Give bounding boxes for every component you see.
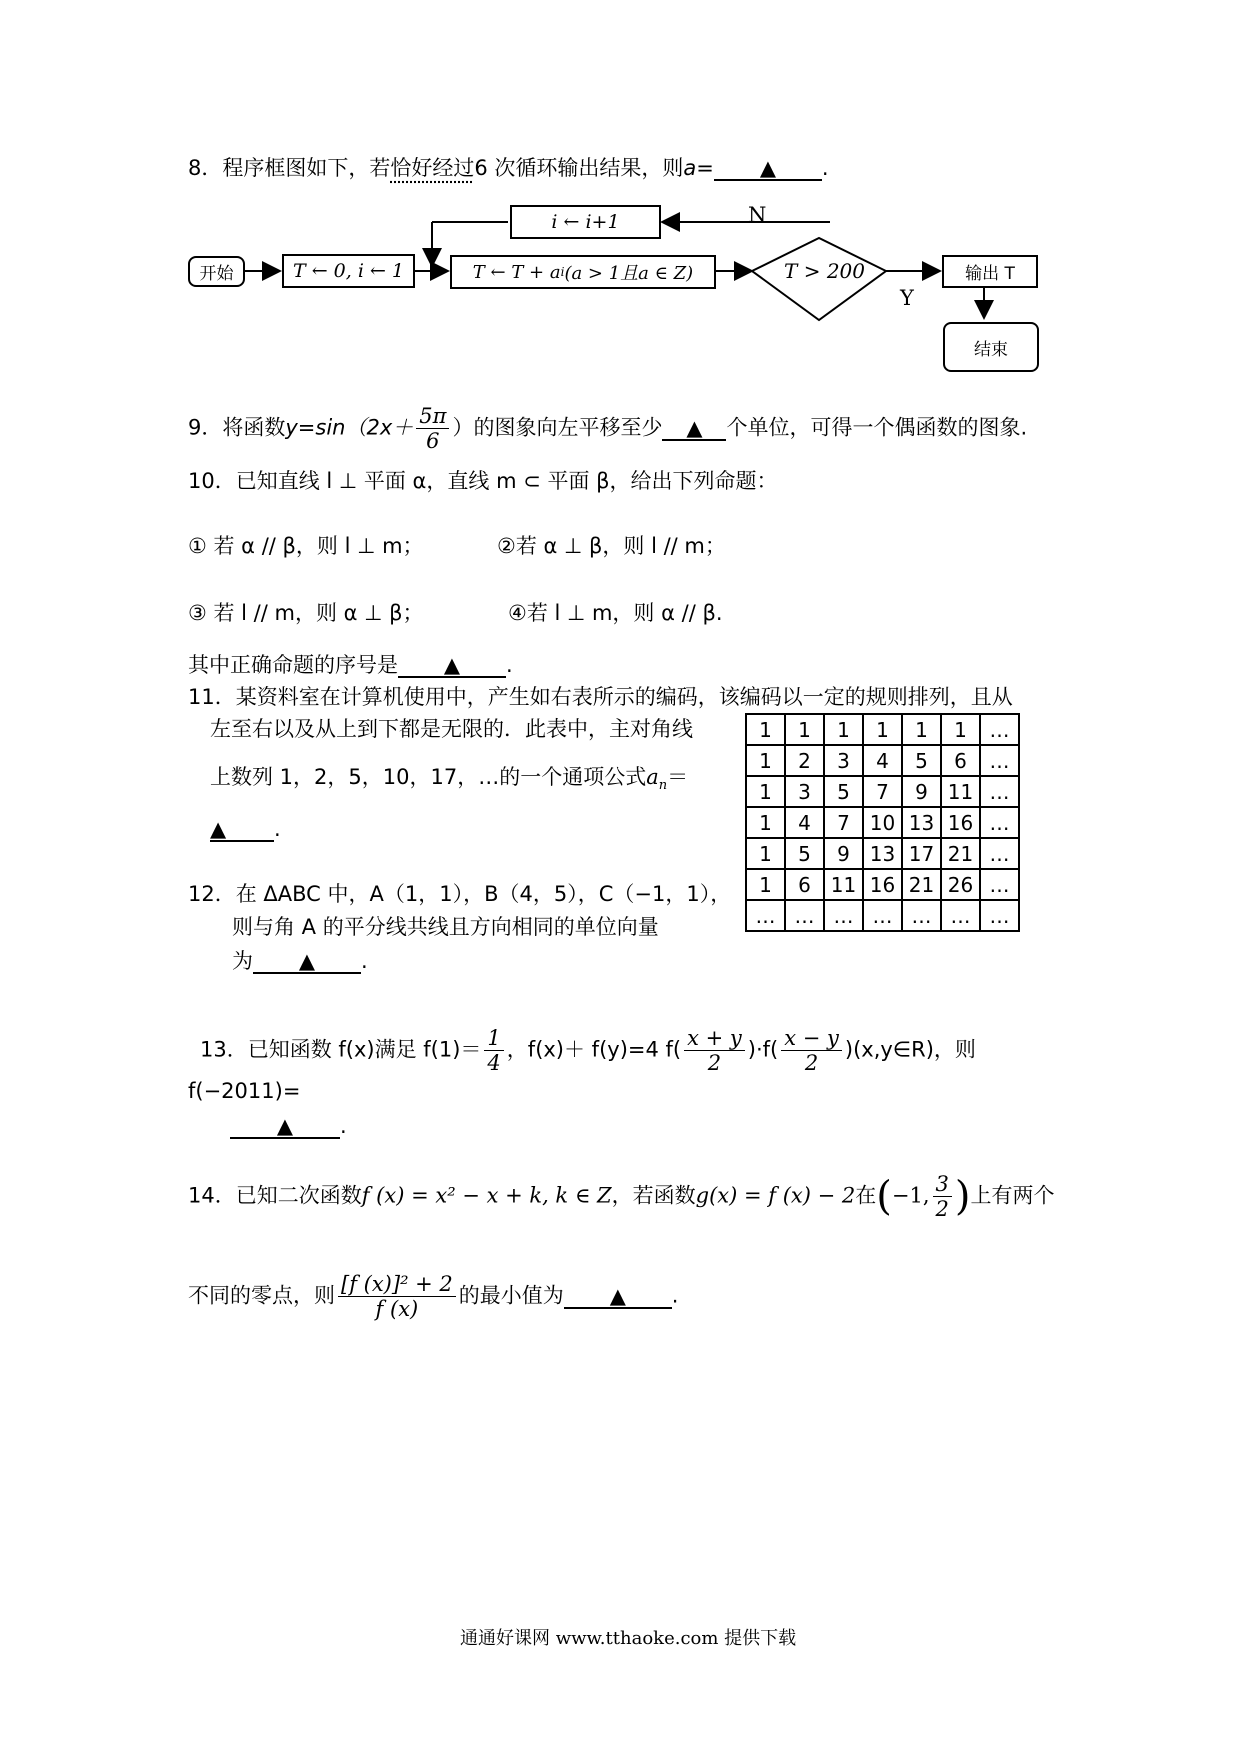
q9-frac-den: 6: [426, 429, 440, 453]
table-cell: 16: [863, 869, 902, 900]
q14-interval-left: −1,: [891, 1183, 930, 1208]
table-cell: 11: [941, 776, 980, 807]
q14-interval-den: 2: [935, 1197, 949, 1221]
table-row: [746, 714, 1019, 745]
q11-an-sub: n: [658, 778, 668, 794]
table-cell: 5: [824, 776, 863, 807]
table-cell: …: [785, 900, 824, 931]
q10-option4: ④若 l ⊥ m，则 α // β.: [508, 601, 723, 625]
flow-process: [450, 255, 716, 289]
flow-start: [188, 256, 245, 287]
flow-increment-label: i ← i+1: [551, 211, 620, 233]
q9-text2: 个单位，可得一个偶函数的图象.: [726, 415, 1028, 440]
table-cell: 5: [785, 838, 824, 869]
q9-fraction: [416, 404, 449, 453]
table-row: [746, 776, 1019, 807]
flow-process-label: T ← T + a: [472, 261, 561, 283]
table-cell: 13: [863, 838, 902, 869]
q10-answer-text: 其中正确命题的序号是: [188, 653, 398, 677]
q11-answer-line: [210, 815, 281, 843]
q9-text1: 将函数: [222, 415, 286, 440]
q11-answer-blank[interactable]: ▲: [210, 818, 274, 842]
q13-fraction3: [781, 1026, 842, 1075]
q13-frac1-num: 1: [484, 1026, 503, 1051]
q8-text: 程序框图如下，若: [222, 156, 391, 180]
q14-frac-num: [f (x)]² + 2: [338, 1272, 456, 1297]
q9-expr1: y=sin（2x＋: [285, 415, 414, 440]
q8-eq: =: [696, 156, 714, 180]
flow-decision-label: T > 200: [784, 259, 865, 283]
q14-part1: 14．已知二次函数: [188, 1183, 362, 1208]
q8-end: .: [821, 156, 829, 180]
q13-frac2-den: 2: [707, 1051, 722, 1075]
table-cell: …: [941, 900, 980, 931]
q13-fraction2: [684, 1026, 745, 1075]
table-cell: 9: [902, 776, 941, 807]
q13-fraction1: [484, 1026, 503, 1075]
table-cell: 1: [824, 714, 863, 745]
table-cell: …: [824, 900, 863, 931]
table-cell: 5: [902, 745, 941, 776]
flow-process-sup: i: [560, 265, 565, 279]
flow-increment: [510, 205, 661, 239]
flow-start-label: 开始: [199, 264, 234, 284]
q13-answer-line: [230, 1112, 347, 1140]
table-cell: 3: [824, 745, 863, 776]
table-cell: 1: [785, 714, 824, 745]
q14-end: .: [671, 1283, 679, 1308]
q13-line2: f(−2011)=: [188, 1079, 301, 1103]
q10-option1: ① 若 α // β，则 l ⊥ m；: [188, 534, 424, 558]
q14-answer-blank[interactable]: ▲: [564, 1285, 672, 1309]
q14-part4: 上有两个: [970, 1183, 1055, 1208]
q11-eq: ＝: [667, 765, 689, 789]
q13-answer-blank[interactable]: ▲: [230, 1115, 340, 1139]
table-cell: 1: [746, 776, 785, 807]
table-cell: 3: [785, 776, 824, 807]
flow-output: [942, 255, 1038, 288]
q14-interval-num: 3: [933, 1172, 952, 1197]
table-cell: …: [980, 776, 1019, 807]
table-cell: 21: [902, 869, 941, 900]
table-cell: 11: [824, 869, 863, 900]
table-cell: 4: [863, 745, 902, 776]
table-row: [746, 807, 1019, 838]
table-row: [746, 900, 1019, 931]
flow-init: [282, 254, 415, 288]
table-cell: 1: [863, 714, 902, 745]
q12-line3: [232, 947, 368, 975]
page-footer: 通通好课网 www.tthaoke.com 提供下载: [460, 1628, 797, 1649]
table-cell: 13: [902, 807, 941, 838]
table-cell: …: [980, 838, 1019, 869]
flow-end-label: 结束: [974, 339, 1008, 360]
table-cell: 1: [746, 714, 785, 745]
q13-frac1-den: 4: [487, 1051, 501, 1075]
flow-end: [943, 322, 1039, 372]
table-cell: …: [746, 900, 785, 931]
table-cell: …: [980, 900, 1019, 931]
table-cell: …: [902, 900, 941, 931]
table-cell: 9: [824, 838, 863, 869]
q13-end: .: [340, 1114, 347, 1138]
q14-interval-fraction: [933, 1172, 952, 1221]
table-cell: 10: [863, 807, 902, 838]
flow-output-label: 输出 T: [965, 264, 1015, 284]
q12-line1: 12．在 ΔABC 中，A（1，1），B（4，5），C（−1，1），: [188, 882, 732, 906]
q10-option2: ②若 α ⊥ β，则 l // m；: [497, 534, 726, 558]
table-cell: …: [980, 745, 1019, 776]
q9-expr2: ）的图象向左平移至少: [452, 415, 663, 440]
q11-line1: 11．某资料室在计算机使用中，产生如右表所示的编码，该编码以一定的规则排列，且从: [188, 685, 1013, 709]
q14-expr2: g(x) = f (x) − 2: [695, 1183, 856, 1208]
table-row: [746, 745, 1019, 776]
q10-line1: 10．已知直线 l ⊥ 平面 α，直线 m ⊂ 平面 β，给出下列命题：: [188, 469, 778, 493]
q9-number: 9．: [188, 415, 223, 440]
q14-fraction: [338, 1272, 456, 1321]
q8-var: a: [683, 156, 697, 180]
q14-part2: ，若函数: [611, 1183, 696, 1208]
table-cell: 1: [746, 807, 785, 838]
q10-end: .: [506, 653, 513, 677]
q14-expr: f (x) = x² − x + k, k ∈ Z: [361, 1183, 612, 1208]
table-cell: 26: [941, 869, 980, 900]
flow-process-cond: (a > 1且a ∈ Z): [564, 263, 694, 284]
table-cell: 1: [746, 869, 785, 900]
table-cell: 7: [863, 776, 902, 807]
q10-option3: ③ 若 l // m，则 α ⊥ β；: [188, 601, 424, 625]
flow-yes-label: Y: [900, 286, 914, 310]
q13-frac3-den: 2: [804, 1051, 819, 1075]
table-cell: 4: [785, 807, 824, 838]
q13-line1: [200, 1026, 976, 1075]
q11-line2: 左至右以及从上到下都是无限的．此表中，主对角线: [210, 717, 693, 741]
table-cell: 7: [824, 807, 863, 838]
table-cell: …: [980, 807, 1019, 838]
q14-line1: [188, 1172, 1055, 1221]
table-cell: 2: [785, 745, 824, 776]
q14-left-paren: (: [876, 1173, 892, 1220]
table-cell: …: [980, 714, 1019, 745]
q11-line3-text: 上数列 1，2，5，10，17，…的一个通项公式: [210, 765, 647, 789]
q11-code-table: [745, 713, 1020, 932]
q13-frac2-num: x + y: [684, 1026, 745, 1051]
table-row: [746, 838, 1019, 869]
table-cell: 17: [902, 838, 941, 869]
q8-number: 8．: [188, 156, 223, 180]
q8-answer-blank[interactable]: ▲: [714, 157, 822, 181]
q11-an: a: [646, 765, 659, 789]
table-cell: 1: [746, 745, 785, 776]
table-cell: …: [980, 869, 1019, 900]
table-cell: 1: [941, 714, 980, 745]
q9-answer-blank[interactable]: ▲: [662, 417, 726, 441]
q10-answer-blank[interactable]: ▲: [398, 654, 506, 678]
q13-part3: )⋅f(: [747, 1037, 779, 1062]
q9-line: [188, 404, 1027, 453]
q13-frac3-num: x − y: [781, 1026, 842, 1051]
q14-line2: [188, 1272, 678, 1321]
flowchart-connectors: [0, 0, 1240, 400]
table-cell: 6: [785, 869, 824, 900]
table-cell: 6: [941, 745, 980, 776]
table-cell: …: [863, 900, 902, 931]
q12-line2: 则与角 A 的平分线共线且方向相同的单位向量: [232, 915, 659, 939]
q11-line3: [210, 763, 688, 800]
q12-line3-text: 为: [232, 949, 253, 973]
q8-text-mid: 6 次循环输出结果，则: [474, 156, 684, 180]
q14-right-paren: ): [954, 1173, 971, 1220]
flow-no-label: N: [748, 203, 767, 227]
table-row: [746, 869, 1019, 900]
table-cell: 1: [746, 838, 785, 869]
q11-end: .: [274, 817, 281, 841]
q14-line2-text: 不同的零点，则: [188, 1283, 335, 1308]
q10-answer-line: [188, 651, 513, 679]
q14-frac-den: f (x): [375, 1297, 419, 1321]
q12-answer-blank[interactable]: ▲: [253, 950, 361, 974]
q14-line2-post: 的最小值为: [458, 1283, 564, 1308]
q9-frac-num: 5π: [416, 404, 449, 429]
q13-part1: 13．已知函数 f(x)满足 f(1)＝: [200, 1037, 482, 1062]
q8-emphasis-text: 恰好经过: [390, 156, 475, 180]
table-cell: 1: [902, 714, 941, 745]
q13-part4: )(x,y∈R)，则: [844, 1037, 976, 1062]
flow-init-label: T ← 0, i ← 1: [292, 260, 404, 282]
q13-part2: ，f(x)＋ f(y)=4 f(: [506, 1037, 682, 1062]
q12-end: .: [361, 949, 368, 973]
q14-part3: 在: [855, 1183, 877, 1208]
table-cell: 16: [941, 807, 980, 838]
table-cell: 21: [941, 838, 980, 869]
